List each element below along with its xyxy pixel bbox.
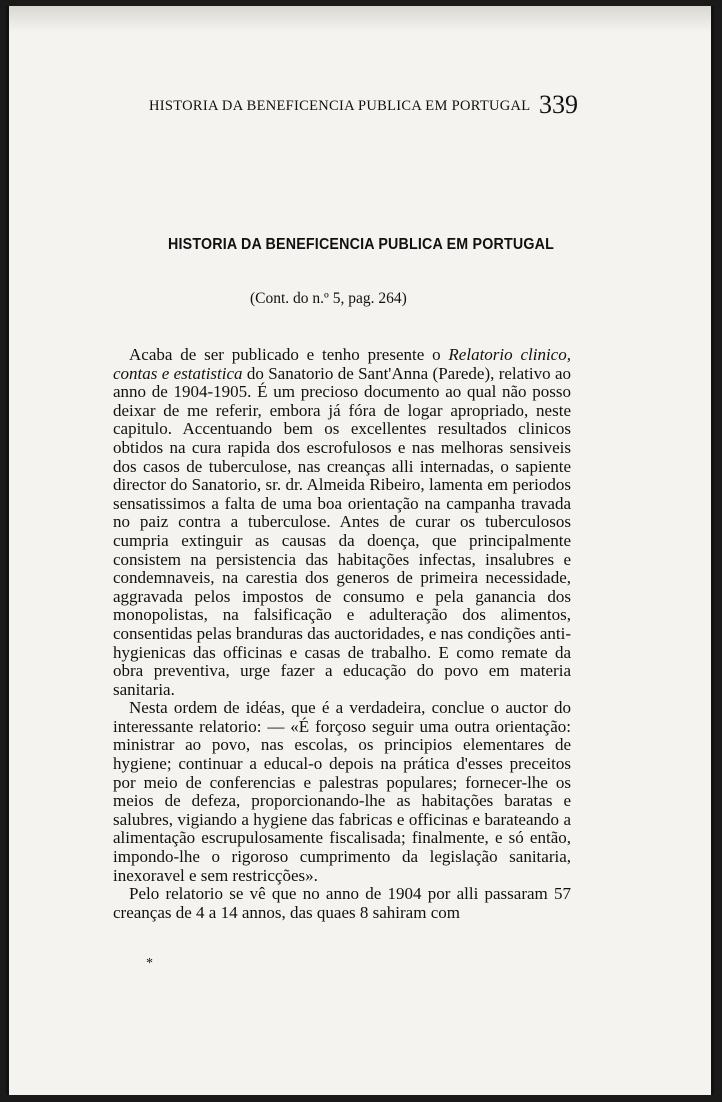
- running-header: HISTORIA DA BENEFICENCIA PUBLICA EM PORTUGAL: [149, 98, 531, 114]
- paragraph-3: Pelo relatorio se vê que no anno de 1904 por alli passaram 57 creanças de 4 a 14 annos, das quaes 8 sahiram com: [113, 884, 571, 922]
- footnote-mark: *: [146, 956, 153, 971]
- page-number: 339: [539, 90, 578, 119]
- paragraph-2: Nesta ordem de idéas, que é a verdadeira, conclue o auctor do interessante relatorio: — «É forçoso seguir uma outra orientação: ministrar ao povo, nas escolas, os principios elementares de hygiene; continuar a educal-o depois na prática d'esses preceitos por meio de conferencias e palestras populares; fornecer-lhe os meios de defeza, proporcionando-lhe as habitações baratas e salubres, vigiando a hygiene das fabricas e officinas e barateando a alimentação escrupulosamente fiscalisada; finalmente, e só então, impondo-lhe o rigoroso cumprimento da legislação sanitaria, inexoravel e sem restricções».: [113, 698, 571, 885]
- page-top-shading: [9, 6, 711, 32]
- scanned-page: [6, 6, 714, 1095]
- report-title: Relatorio clinico, contas e estatistica: [113, 345, 571, 383]
- paragraph-1: [113, 346, 571, 699]
- paragraph-1-rest: do Sanatorio de Sant'Anna (Parede), relativo ao anno de 1904-1905. É um precioso documento ao qual não posso deixar de me referir, embora já fóra de logar apropriado, neste capitulo. Accentuando bem os excellentes resultados clinicos obtidos na cura rapida dos escrofulosos e nas melhoras sensiveis dos casos de tuberculose, nas creanças alli internadas, o sapiente director do Sanatorio, sr. dr. Almeida Ribeiro, lamenta em periodos sensatissimos a falta de uma boa orientação na campanha travada no paiz contra a tuberculose. Antes de curar os tuberculosos cumpria extinguir as causas da doença, que principalmente consistem na persistencia das habitações infectas, insalubres e condemnaveis, na carestia dos generos de primeira necessidade, aggravada pelos impostos de consumo e pela ganancia dos monopolistas, na falsificação e adulteração dos alimentos, consentidas pelas branduras das auctoridades, e nas condições anti-hygienicas das officinas e casas de trabalho. E como remate da obra preventiva, urge fazer a educação do povo em materia sanitaria.: [113, 363, 571, 699]
- paragraph-1-intro: Acaba de ser publicado e tenho presente o: [129, 345, 449, 364]
- continuation-note: (Cont. do n.º 5, pag. 264): [250, 290, 407, 307]
- article-body: [113, 346, 571, 922]
- article-title: HISTORIA DA BENEFICENCIA PUBLICA EM PORTUGAL: [168, 236, 554, 253]
